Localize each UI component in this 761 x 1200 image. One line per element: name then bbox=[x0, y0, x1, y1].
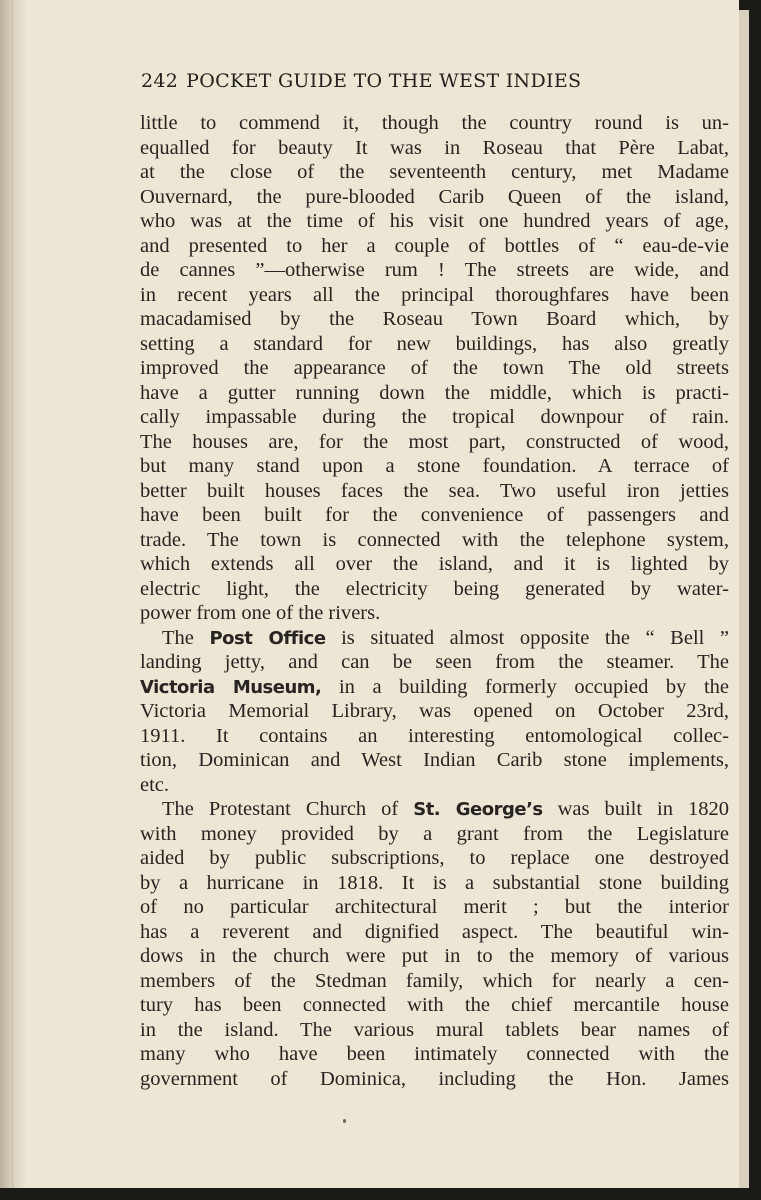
text-line: dows in the church were put in to the memory of various bbox=[140, 945, 729, 967]
text-line: better built houses faces the sea. Two useful iron jetties bbox=[140, 479, 729, 502]
text-run: in a building formerly occupied by the bbox=[321, 675, 729, 698]
text-line: tion, Dominican and West Indian Carib stone implements, bbox=[140, 749, 729, 771]
text-line: de cannes ”—otherwise rum ! The streets are wide, and bbox=[140, 259, 729, 281]
text-line: which extends all over the island, and it is lighted by bbox=[140, 553, 729, 575]
text-run: is situated almost opposite the “ Bell ” bbox=[325, 626, 729, 649]
post-office-heading: Post Office bbox=[209, 627, 326, 649]
text-line bbox=[140, 626, 729, 651]
text-line: equalled for beauty It was in Roseau that Père Labat, bbox=[140, 136, 729, 159]
text-line: Victoria Memorial Library, was opened on October 23rd, bbox=[140, 700, 729, 722]
next-page-edge bbox=[739, 10, 749, 1188]
text-line: in recent years all the principal thoroughfares have been bbox=[140, 283, 729, 306]
text-line: but many stand upon a stone foundation. A terrace of bbox=[140, 455, 729, 477]
text-line: with money provided by a grant from the Legislature bbox=[140, 822, 729, 845]
text-run: The bbox=[162, 626, 210, 649]
text-line: setting a standard for new buildings, has also greatly bbox=[140, 332, 729, 355]
text-line: government of Dominica, including the Hon. James bbox=[140, 1067, 729, 1090]
text-line: in the island. The various mural tablets bear names of bbox=[140, 1018, 729, 1041]
st-georges-heading: St. George’s bbox=[413, 799, 543, 820]
text-line: etc. bbox=[140, 773, 170, 796]
text-line: landing jetty, and can be seen from the steamer. The bbox=[140, 651, 729, 673]
running-header bbox=[141, 70, 581, 92]
text-line: Ouvernard, the pure-blooded Carib Queen of the island, bbox=[140, 185, 729, 208]
text-line: improved the appearance of the town The old streets bbox=[140, 357, 729, 379]
text-line: aided by public subscriptions, to replace one destroyed bbox=[140, 847, 729, 869]
text-line: of no particular architectural merit ; but the interior bbox=[140, 896, 729, 918]
text-line bbox=[140, 675, 729, 700]
text-line: macadamised by the Roseau Town Board which, by bbox=[140, 308, 729, 330]
text-line: has a reverent and dignified aspect. The beautiful win- bbox=[140, 920, 729, 943]
paper-speck bbox=[343, 1119, 346, 1123]
text-line: at the close of the seventeenth century, met Madame bbox=[140, 161, 729, 183]
text-line: by a hurricane in 1818. It is a substantial stone building bbox=[140, 871, 729, 894]
text-line bbox=[140, 797, 729, 822]
text-line: little to commend it, though the country round is un- bbox=[140, 112, 729, 134]
text-line: and presented to her a couple of bottles of “ eau-de-vie bbox=[140, 234, 729, 257]
text-run: was built in 1820 bbox=[542, 798, 729, 820]
text-line: electric light, the electricity being generated by water- bbox=[140, 577, 729, 600]
text-line: The houses are, for the most part, constructed of wood, bbox=[140, 430, 729, 453]
page-number: 242 bbox=[141, 70, 179, 92]
text-line: tury has been connected with the chief mercantile house bbox=[140, 994, 729, 1016]
text-line: power from one of the rivers. bbox=[140, 602, 381, 624]
text-run: The Protestant Church of bbox=[162, 798, 414, 820]
body-text bbox=[140, 111, 729, 1091]
text-line: trade. The town is connected with the telephone system, bbox=[140, 528, 729, 551]
page-gutter bbox=[0, 0, 26, 1188]
running-title: POCKET GUIDE TO THE WEST INDIES bbox=[186, 70, 582, 92]
text-line: who was at the time of his visit one hundred years of age, bbox=[140, 210, 729, 232]
text-line: have a gutter running down the middle, which is practi- bbox=[140, 381, 729, 404]
text-line: have been built for the convenience of passengers and bbox=[140, 504, 729, 526]
text-line: members of the Stedman family, which for nearly a cen- bbox=[140, 969, 729, 992]
text-line: many who have been intimately connected with the bbox=[140, 1043, 729, 1065]
victoria-museum-heading: Victoria Museum, bbox=[140, 676, 322, 698]
text-line: 1911. It contains an interesting entomological collec- bbox=[140, 724, 729, 747]
text-line: cally impassable during the tropical downpour of rain. bbox=[140, 406, 729, 428]
